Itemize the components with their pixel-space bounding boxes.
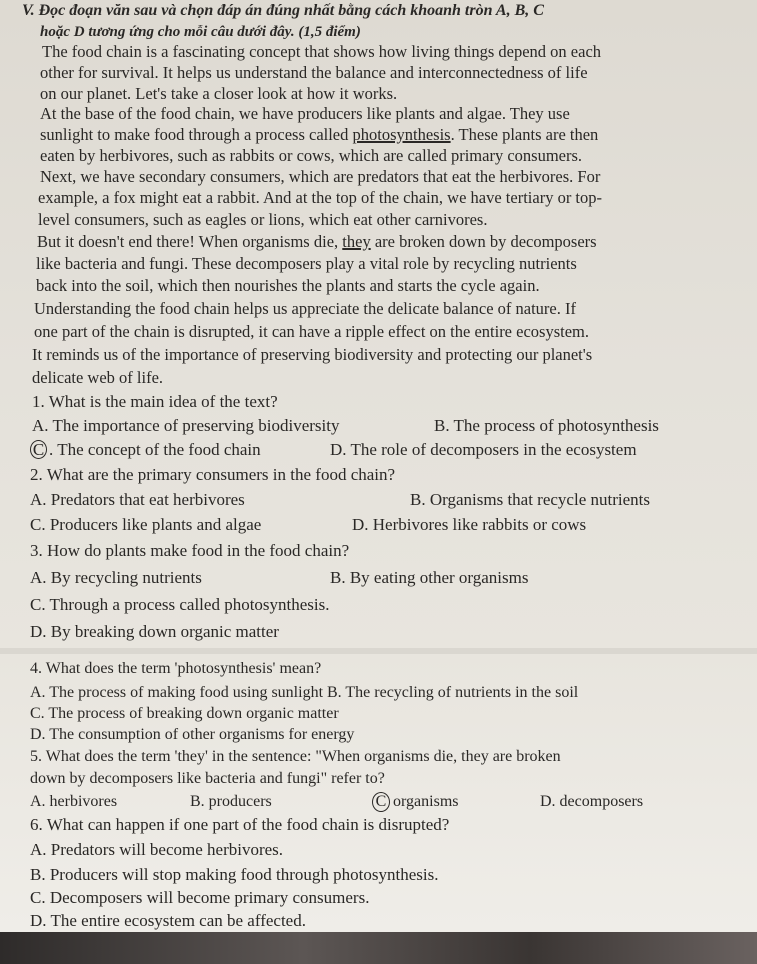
question-4-stem: 4. What does the term 'photosynthesis' mean? [30, 660, 322, 677]
question-3-option-b: B. By eating other organisms [330, 568, 529, 587]
passage-line: back into the soil, which then nourishes the plants and starts the cycle again. [36, 276, 540, 295]
question-1-option-d: D. The role of decomposers in the ecosystem [330, 440, 637, 459]
question-2-option-a: A. Predators that eat herbivores [30, 490, 245, 509]
question-1-stem: 1. What is the main idea of the text? [32, 392, 278, 411]
question-3-option-d: D. By breaking down organic matter [30, 622, 279, 641]
question-3-stem: 3. How do plants make food in the food chain? [30, 541, 350, 560]
passage-line: like bacteria and fungi. These decomposers play a vital role by recycling nutrients [36, 254, 577, 273]
question-5-option-b: B. producers [190, 793, 272, 810]
circled-answer-mark: C [30, 440, 47, 459]
question-4-option-c: C. The process of breaking down organic matter [30, 705, 339, 722]
passage-text: sunlight to make food through a process called [40, 125, 353, 144]
passage-line: Next, we have secondary consumers, which are predators that eat the herbivores. For [40, 167, 601, 186]
question-5-option-d: D. decomposers [540, 793, 644, 810]
question-2-option-c: C. Producers like plants and algae [30, 515, 262, 534]
question-6-option-a: A. Predators will become herbivores. [30, 840, 284, 859]
passage-text: are broken down by decomposers [370, 232, 597, 251]
question-4-options-ab: A. The process of making food using sunlight B. The recycling of nutrients in the soil [30, 684, 579, 701]
underlined-word-they: they [342, 232, 371, 251]
question-6-option-d: D. The entire ecosystem can be affected. [30, 911, 306, 930]
passage-line: example, a fox might eat a rabbit. And at the top of the chain, we have tertiary or top- [38, 188, 603, 207]
question-1-option-a: A. The importance of preserving biodiversity [32, 416, 340, 435]
passage-line: other for survival. It helps us understand the balance and interconnectedness of life [40, 63, 588, 82]
passage-line: It reminds us of the importance of preserving biodiversity and protecting our planet's [32, 345, 593, 364]
question-1-option-b: B. The process of photosynthesis [434, 416, 659, 435]
passage-line: Understanding the food chain helps us appreciate the delicate balance of nature. If [34, 299, 576, 318]
question-3-option-a: A. By recycling nutrients [30, 568, 202, 587]
question-5-option-c [372, 792, 458, 812]
question-4-option-d: D. The consumption of other organisms for energy [30, 726, 355, 743]
circled-answer-mark: C [372, 792, 390, 812]
photo-bottom-edge [0, 932, 757, 964]
passage-line: delicate web of life. [32, 368, 164, 387]
passage-line [37, 232, 597, 252]
question-6-option-b: B. Producers will stop making food through photosynthesis. [30, 865, 439, 884]
question-2-stem: 2. What are the primary consumers in the food chain? [30, 465, 396, 484]
passage-text: . These plants are then [450, 125, 599, 144]
passage-line: level consumers, such as eagles or lions, which eat other carnivores. [38, 210, 488, 229]
question-6-option-c: C. Decomposers will become primary consumers. [30, 888, 370, 907]
option-text: . The concept of the food chain [49, 440, 261, 459]
question-6-stem: 6. What can happen if one part of the food chain is disrupted? [30, 815, 450, 834]
passage-line: eaten by herbivores, such as rabbits or cows, which are called primary consumers. [40, 146, 583, 165]
page-fold-shadow [0, 648, 757, 654]
question-2-option-d: D. Herbivores like rabbits or cows [352, 515, 587, 534]
passage-line: one part of the chain is disrupted, it can have a ripple effect on the entire ecosystem. [34, 322, 589, 341]
instruction-line-1: V. Đọc đoạn văn sau và chọn đáp án đúng nhất bằng cách khoanh tròn A, B, C [22, 2, 544, 19]
passage-line: At the base of the food chain, we have producers like plants and algae. They use [40, 104, 570, 123]
passage-line: on our planet. Let's take a closer look at how it works. [40, 84, 398, 103]
underlined-word-photosynthesis: photosynthesis [352, 125, 451, 144]
question-5-stem-line-1: 5. What does the term 'they' in the sentence: "When organisms die, they are broken [30, 748, 561, 765]
passage-line: The food chain is a fascinating concept that shows how living things depend on each [42, 42, 602, 61]
passage-text: But it doesn't end there! When organisms die, [37, 232, 343, 251]
question-2-option-b: B. Organisms that recycle nutrients [410, 490, 650, 509]
option-text: organisms [393, 793, 459, 810]
passage-line [40, 125, 598, 145]
question-5-stem-line-2: down by decomposers like bacteria and fungi" refer to? [30, 770, 385, 787]
question-5-option-a: A. herbivores [30, 793, 118, 810]
instruction-line-2: hoặc D tương ứng cho mỗi câu dưới đây. (1,5 điểm) [40, 24, 361, 40]
question-1-option-c [30, 440, 261, 460]
question-3-option-c: C. Through a process called photosynthesis. [30, 595, 330, 614]
